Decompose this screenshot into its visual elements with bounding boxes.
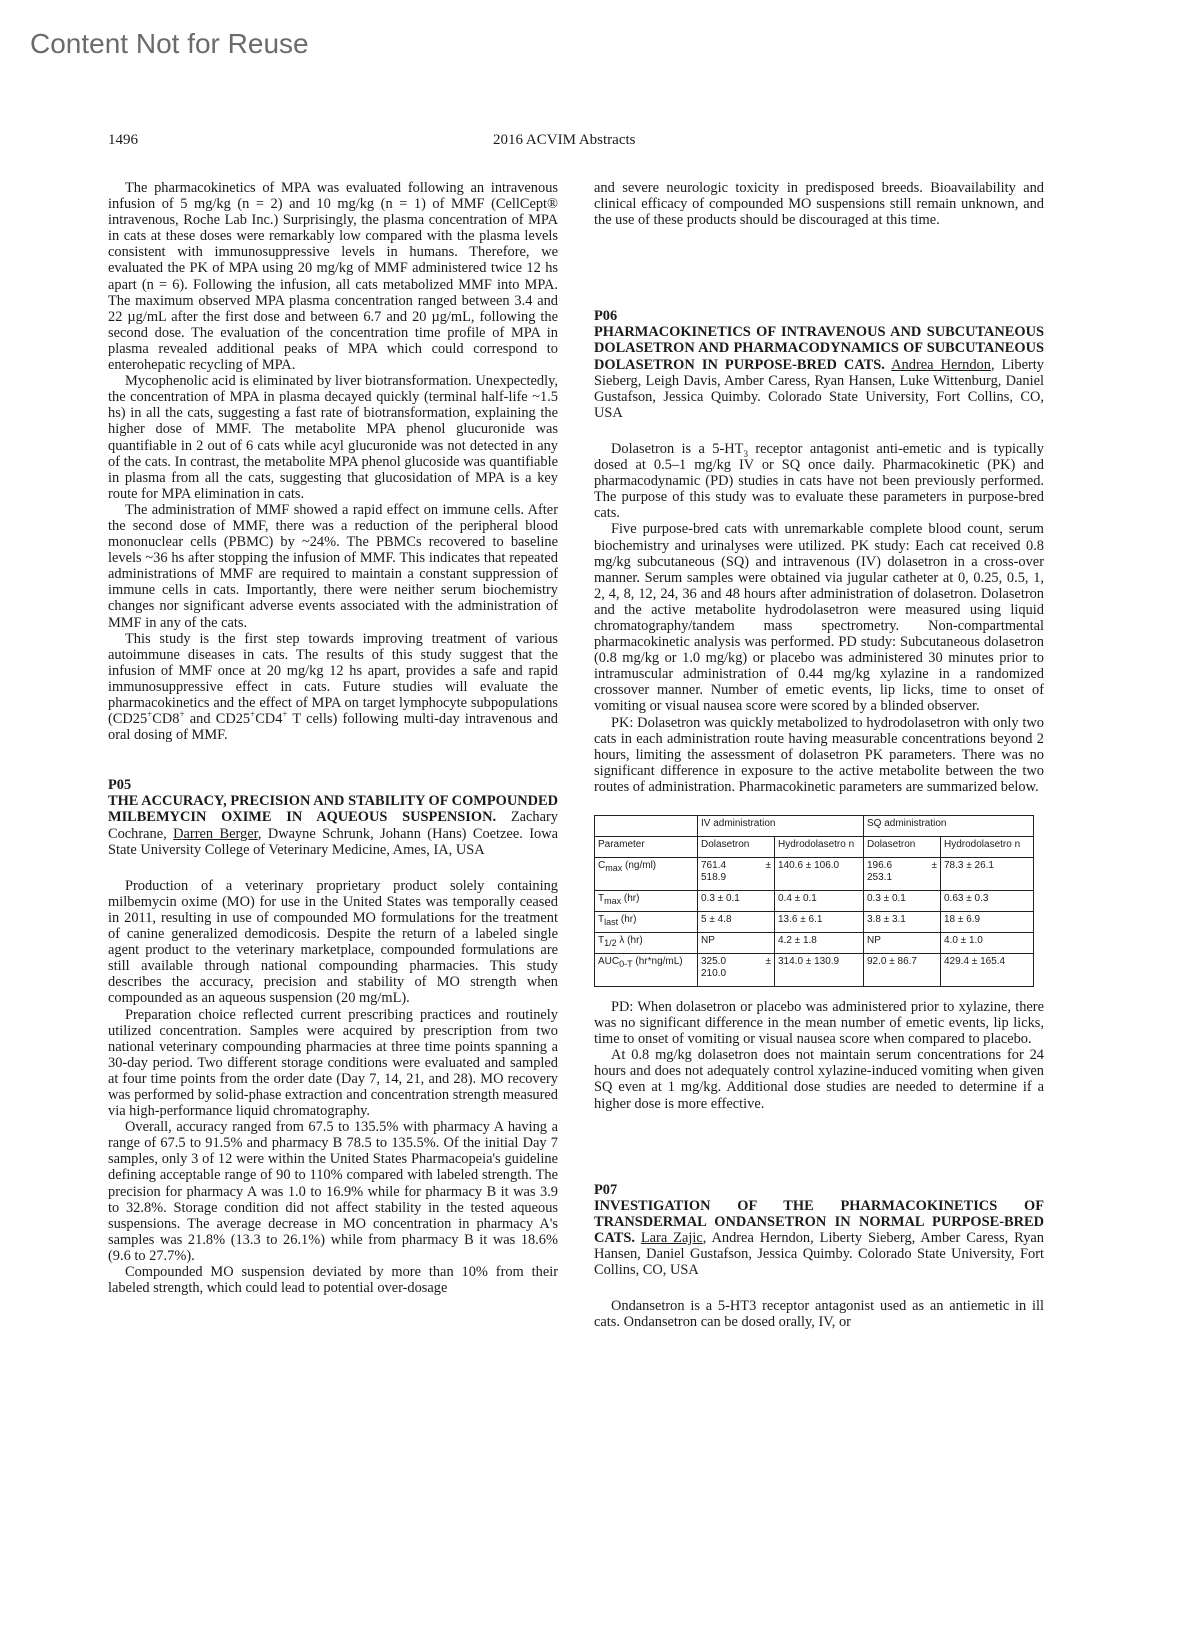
text-run: Zachary Cochrane, [108,809,558,842]
text-run: receptor antagonist anti-emetic and is typically dosed at 0.5–1 mg/kg IV or SQ once daily. Pharmacokinetic (PK) and pharmacodynamic (PD) studies in cats have not been previously performed. The purpose of this study was to evaluate these parameters in purpose-bred cats. [594,440,1044,522]
table-cell: 140.6 ± 106.0 [775,858,864,891]
text-run: 253.1 [867,872,893,883]
superscript: + [179,709,185,720]
running-head: 2016 ACVIM Abstracts [493,132,636,148]
table-header: Hydrodolasetro n [941,837,1034,858]
table-cell: 314.0 ± 130.9 [775,954,864,987]
table-header: Dolasetron [864,837,941,858]
table-cell: NP [698,933,775,954]
text-run: (hr) [621,893,640,904]
table-header-row [595,837,1034,858]
text-run: CD4 [255,711,283,728]
text-run: 325.0 [701,956,727,967]
text-run: T [598,893,605,904]
abstract-title [594,324,1044,421]
page-number: 1496 [108,132,138,148]
text-run: AUC [598,956,620,967]
text-run: (hr*ng/mL) [632,956,683,967]
table-cell [595,891,698,912]
body-paragraph: The administration of MMF showed a rapid effect on immune cells. After the second dose of MMF, there was a reduction of the peripheral blood mononuclear cells (PBMC) by ~24%. The PBMCs recovered to baseline levels ~36 hs after stopping the infusion of MMF. This indicates that repeated administrations of MMF are required to maintain a constant suppression of immune cells in cats. Importantly, there were neither serum biochemistry changes nor significant adverse events associated with the administration of MMF in any of the cats. [108,501,558,631]
table-cell: NP [864,933,941,954]
right-column [594,180,1044,1330]
text-run: CD8 [152,711,180,728]
table-cell: 92.0 ± 86.7 [864,954,941,987]
table-row [595,933,1034,954]
pk-parameters-table [594,815,1034,987]
abstract-header-p05 [108,777,558,857]
table-cell [595,816,698,837]
table-group-header: SQ administration [864,816,1034,837]
table-row [595,954,1034,987]
title-text: PHARMACOKINETICS OF INTRAVENOUS AND SUBCUTANEOUS DOLASETRON AND PHARMACODYNAMICS OF SUBCUTANEOUS DOLASETRON IN PURPOSE-BRED CATS. [594,324,1044,373]
table-group-header-row [595,816,1034,837]
abstract-id: P06 [594,308,618,325]
table-cell: 0.4 ± 0.1 [775,891,864,912]
table-cell: 0.3 ± 0.1 [864,891,941,912]
table-cell: 0.63 ± 0.3 [941,891,1034,912]
body-paragraph: PD: When dolasetron or placebo was administered prior to xylazine, there was no significant difference in the mean number of emetic events, lip licks, time to onset of vomiting or visual nausea score when compared to placebo. [594,999,1044,1048]
left-column [108,180,558,1296]
text-run: C [598,860,606,871]
superscript: + [250,709,256,720]
table-cell [698,858,775,891]
text-run: λ (hr) [616,935,643,946]
body-paragraph: Ondansetron is a 5-HT3 receptor antagonist used as an antiemetic in ill cats. Ondansetron can be dosed orally, IV, or [594,1298,1044,1331]
text-run: , Andrea Herndon, Liberty Sieberg, Amber Caress, Ryan Hansen, Daniel Gustafson, Jessica Quimby. Colorado State University, Fort Collins, CO, USA [594,1229,1044,1279]
table-cell: 13.6 ± 6.1 [775,912,864,933]
subscript: last [604,917,619,927]
title-text: THE ACCURACY, PRECISION AND STABILITY OF COMPOUNDED MILBEMYCIN OXIME IN AQUEOUS SUSPENSION. [108,793,558,826]
text-run: 761.4 [701,860,727,871]
text-run: T [598,914,605,925]
table-header: Parameter [595,837,698,858]
table-row [595,912,1034,933]
presenting-author: Lara Zajic [640,1229,703,1246]
table-cell: 3.8 ± 3.1 [864,912,941,933]
table-cell [595,933,698,954]
plus-minus: ± [765,860,771,871]
body-paragraph [108,631,558,744]
text-run: , Liberty Sieberg, Leigh Davis, Amber Caress, Ryan Hansen, Luke Wittenburg, Daniel Gustafson, Jessica Quimby. Colorado State University, Fort Collins, CO, USA [594,356,1044,421]
table-row [595,858,1034,891]
table-cell: 429.4 ± 165.4 [941,954,1034,987]
presenting-author: Darren Berger [173,825,258,842]
text-run: (hr) [618,914,637,925]
plus-minus: ± [931,860,937,871]
text-run: This study is the first step towards improving treatment of various autoimmune diseases in cats. The results of this study suggest that the infusion of MMF once at 20 mg/kg 12 hs apart, provides a safe and rapid immunosuppressive effect in cats. Future studies will evaluate the pharmacokinetics and the effect of MPA on target lymphocyte subpopulations (CD25 [108,630,558,728]
plus-minus: ± [765,956,771,967]
table-cell: 18 ± 6.9 [941,912,1034,933]
table-cell: 5 ± 4.8 [698,912,775,933]
superscript: + [282,709,288,720]
title-text: INVESTIGATION OF THE PHARMACOKINETICS OF TRANSDERMAL ONDANSETRON IN NORMAL PURPOSE-BRED CATS. [594,1197,1044,1246]
subscript: 0-T [619,959,633,969]
abstract-id: P05 [108,777,132,794]
table-cell: 4.2 ± 1.8 [775,933,864,954]
table-cell [595,858,698,891]
table-cell: 4.0 ± 1.0 [941,933,1034,954]
table-group-header: IV administration [698,816,864,837]
body-paragraph: The pharmacokinetics of MPA was evaluated following an intravenous infusion of 5 mg/kg (n = 2) and 10 mg/kg (n = 1) of MMF (CellCept® intravenous, Roche Lab Inc.) Surprisingly, the plasma concentration of MPA in cats at these doses were remarkably low compared with the plasma levels consistent with immunosuppressive levels in humans. Therefore, we evaluated the PK of MPA using 20 mg/kg of MMF administered twice 12 hs apart (n = 6). Following the infusion, all cats metabolized MMF into MPA. The maximum observed MPA plasma concentration ranged between 3.4 and 22 µg/mL after the first dose and between 6.7 and 20 µg/mL, following the second dose. The evaluation of the concentration time profile of MPA in plasma revealed additional peaks of MPA which could correspond to enterohepatic recycling of MPA. [108,180,558,374]
body-paragraph: and severe neurologic toxicity in predisposed breeds. Bioavailability and clinical efficacy of compounded MO suspensions still remain unknown, and the use of these products should be discouraged at this time. [594,180,1044,229]
subscript: max [604,896,622,906]
table-header: Dolasetron [698,837,775,858]
text-run: , Dwayne Schrunk, Johann (Hans) Coetzee. Iowa State University College of Veterinary Medicine, Ames, IA, USA [108,825,558,858]
text-run: T cells) following multi-day intravenous and oral dosing of MMF. [108,711,558,744]
text-run: 196.6 [867,860,893,871]
body-paragraph: Compounded MO suspension deviated by more than 10% from their labeled strength, which could lead to potential over-dosage [108,1264,558,1297]
table-header: Hydrodolasetro n [775,837,864,858]
body-paragraph: At 0.8 mg/kg dolasetron does not maintain serum concentrations for 24 hours and does not adequately control xylazine-induced vomiting when given SQ even at 1 mg/kg. Additional dose studies are needed to determine if a higher dose is more effective. [594,1047,1044,1112]
abstract-title [108,793,558,857]
body-paragraph: PK: Dolasetron was quickly metabolized to hydrodolasetron with only two cats in each administration route having measurable concentrations beyond 2 hours, limiting the assessment of dolasetron PK parameters. There was no significant difference in exposure to the active metabolite between the two routes of administration. Pharmacokinetic parameters are summarized below. [594,714,1044,795]
table-row [595,891,1034,912]
subscript: 3 [743,448,748,459]
table-cell [595,954,698,987]
abstract-header-p06 [594,308,1044,421]
body-paragraph [594,441,1044,521]
subscript: 1/2 [604,938,617,948]
text-run: 518.9 [701,872,727,883]
body-paragraph: Preparation choice reflected current prescribing practices and routinely utilized concentration. Samples were acquired by prescription from two national veterinary compounding pharmacies at three time points spanning a 30-day period. Two different storage conditions were evaluated and sampled at four time points from the order date (Day 7, 14, 21, and 28). MO recovery was performed by solid-phase extraction and concentration strength measured via high-performance liquid chromatography. [108,1006,558,1120]
text-run: T [598,935,605,946]
body-paragraph: Mycophenolic acid is eliminated by liver biotransformation. Unexpectedly, the concentration of MPA in plasma decayed quickly (terminal half-life ~1.5 hs) in all the cats, suggesting a fast rate of biotransformation, explaining the higher dose of MMF. The metabolite MPA phenol glucuronide was quantifiable in 2 out of 6 cats while acyl glucuronide was not detected in any of the cats. In contrast, the metabolite MPA phenol glucoside was quantifiable in plasma from all the cats, suggesting that glucosidation of MPA is a key route for MPA elimination in cats. [108,373,558,502]
text-run: 210.0 [701,968,727,979]
body-paragraph: Five purpose-bred cats with unremarkable complete blood count, serum biochemistry and urinalyses were utilized. PK study: Each cat received 0.8 mg/kg subcutaneous (SQ) and intravenous (IV) dolasetron in a cross-over manner. Serum samples were obtained via jugular catheter at 0, 0.25, 0.5, 1, 2, 4, 8, 12, 24, 36 and 48 hours after administration of dolasetron. Dolasetron and the active metabolite hydrodolasetron were measured using liquid chromatography/tandem mass spectrometry. Non-compartmental pharmacokinetic analysis was performed. PD study: Subcutaneous dolasetron (0.8 mg/kg or 1.0 mg/kg) or placebo was administered 30 minutes prior to intramuscular administration of 0.44 mg/kg xylazine in a randomized crossover manner. Number of emetic events, lip licks, time to onset of vomiting or visual nausea score were scored by a blinded observer. [594,521,1044,715]
table-cell: 0.3 ± 0.1 [698,891,775,912]
text-run: (ng/ml) [622,860,657,871]
body-paragraph: Production of a veterinary proprietary product solely containing milbemycin oxime (MO) for use in the United States was temporally ceased in 2011, resulting in use of compounded MO formulations for the treatment of canine generalized demodicosis. Despite the return of a labeled single agent product to the veterinary marketplace, compounded formulations are still available through national compounding pharmacies. This study describes the accuracy, precision and stability of MO strength when compounded as an aqueous suspension (20 mg/mL). [108,877,558,1007]
subscript: max [605,863,623,873]
table-cell [595,912,698,933]
authors [594,1230,1044,1278]
watermark: Content Not for Reuse [30,28,309,59]
abstract-header-p07 [594,1182,1044,1279]
text-run: and CD25 [184,711,251,728]
abstract-title [594,1198,1044,1278]
text-run: Dolasetron is a 5-HT [611,440,744,457]
body-paragraph: Overall, accuracy ranged from 67.5 to 135.5% with pharmacy A having a range of 67.5 to 91.5% and pharmacy B 78.5 to 135.5%. Of the initial Day 7 samples, only 3 of 12 were within the United States Pharmacopeia's guideline defining acceptable range of 90 to 110% compared with labeled strength. The precision for pharmacy A was 1.0 to 16.9% while for pharmacy B it was 3.9 to 32.8%. Storage condition did not affect stability in the tested aqueous suspensions. The average decrease in MO concentration in pharmacy A's samples was 21.8% (13.3 to 26.1%) while from pharmacy B it was 18.6% (9.6 to 27.7%). [108,1119,558,1264]
table-cell [698,954,775,987]
table-cell [864,858,941,891]
superscript: + [147,709,153,720]
table-cell: 78.3 ± 26.1 [941,858,1034,891]
presenting-author: Andrea Herndon [891,356,991,373]
abstract-id: P07 [594,1181,618,1198]
